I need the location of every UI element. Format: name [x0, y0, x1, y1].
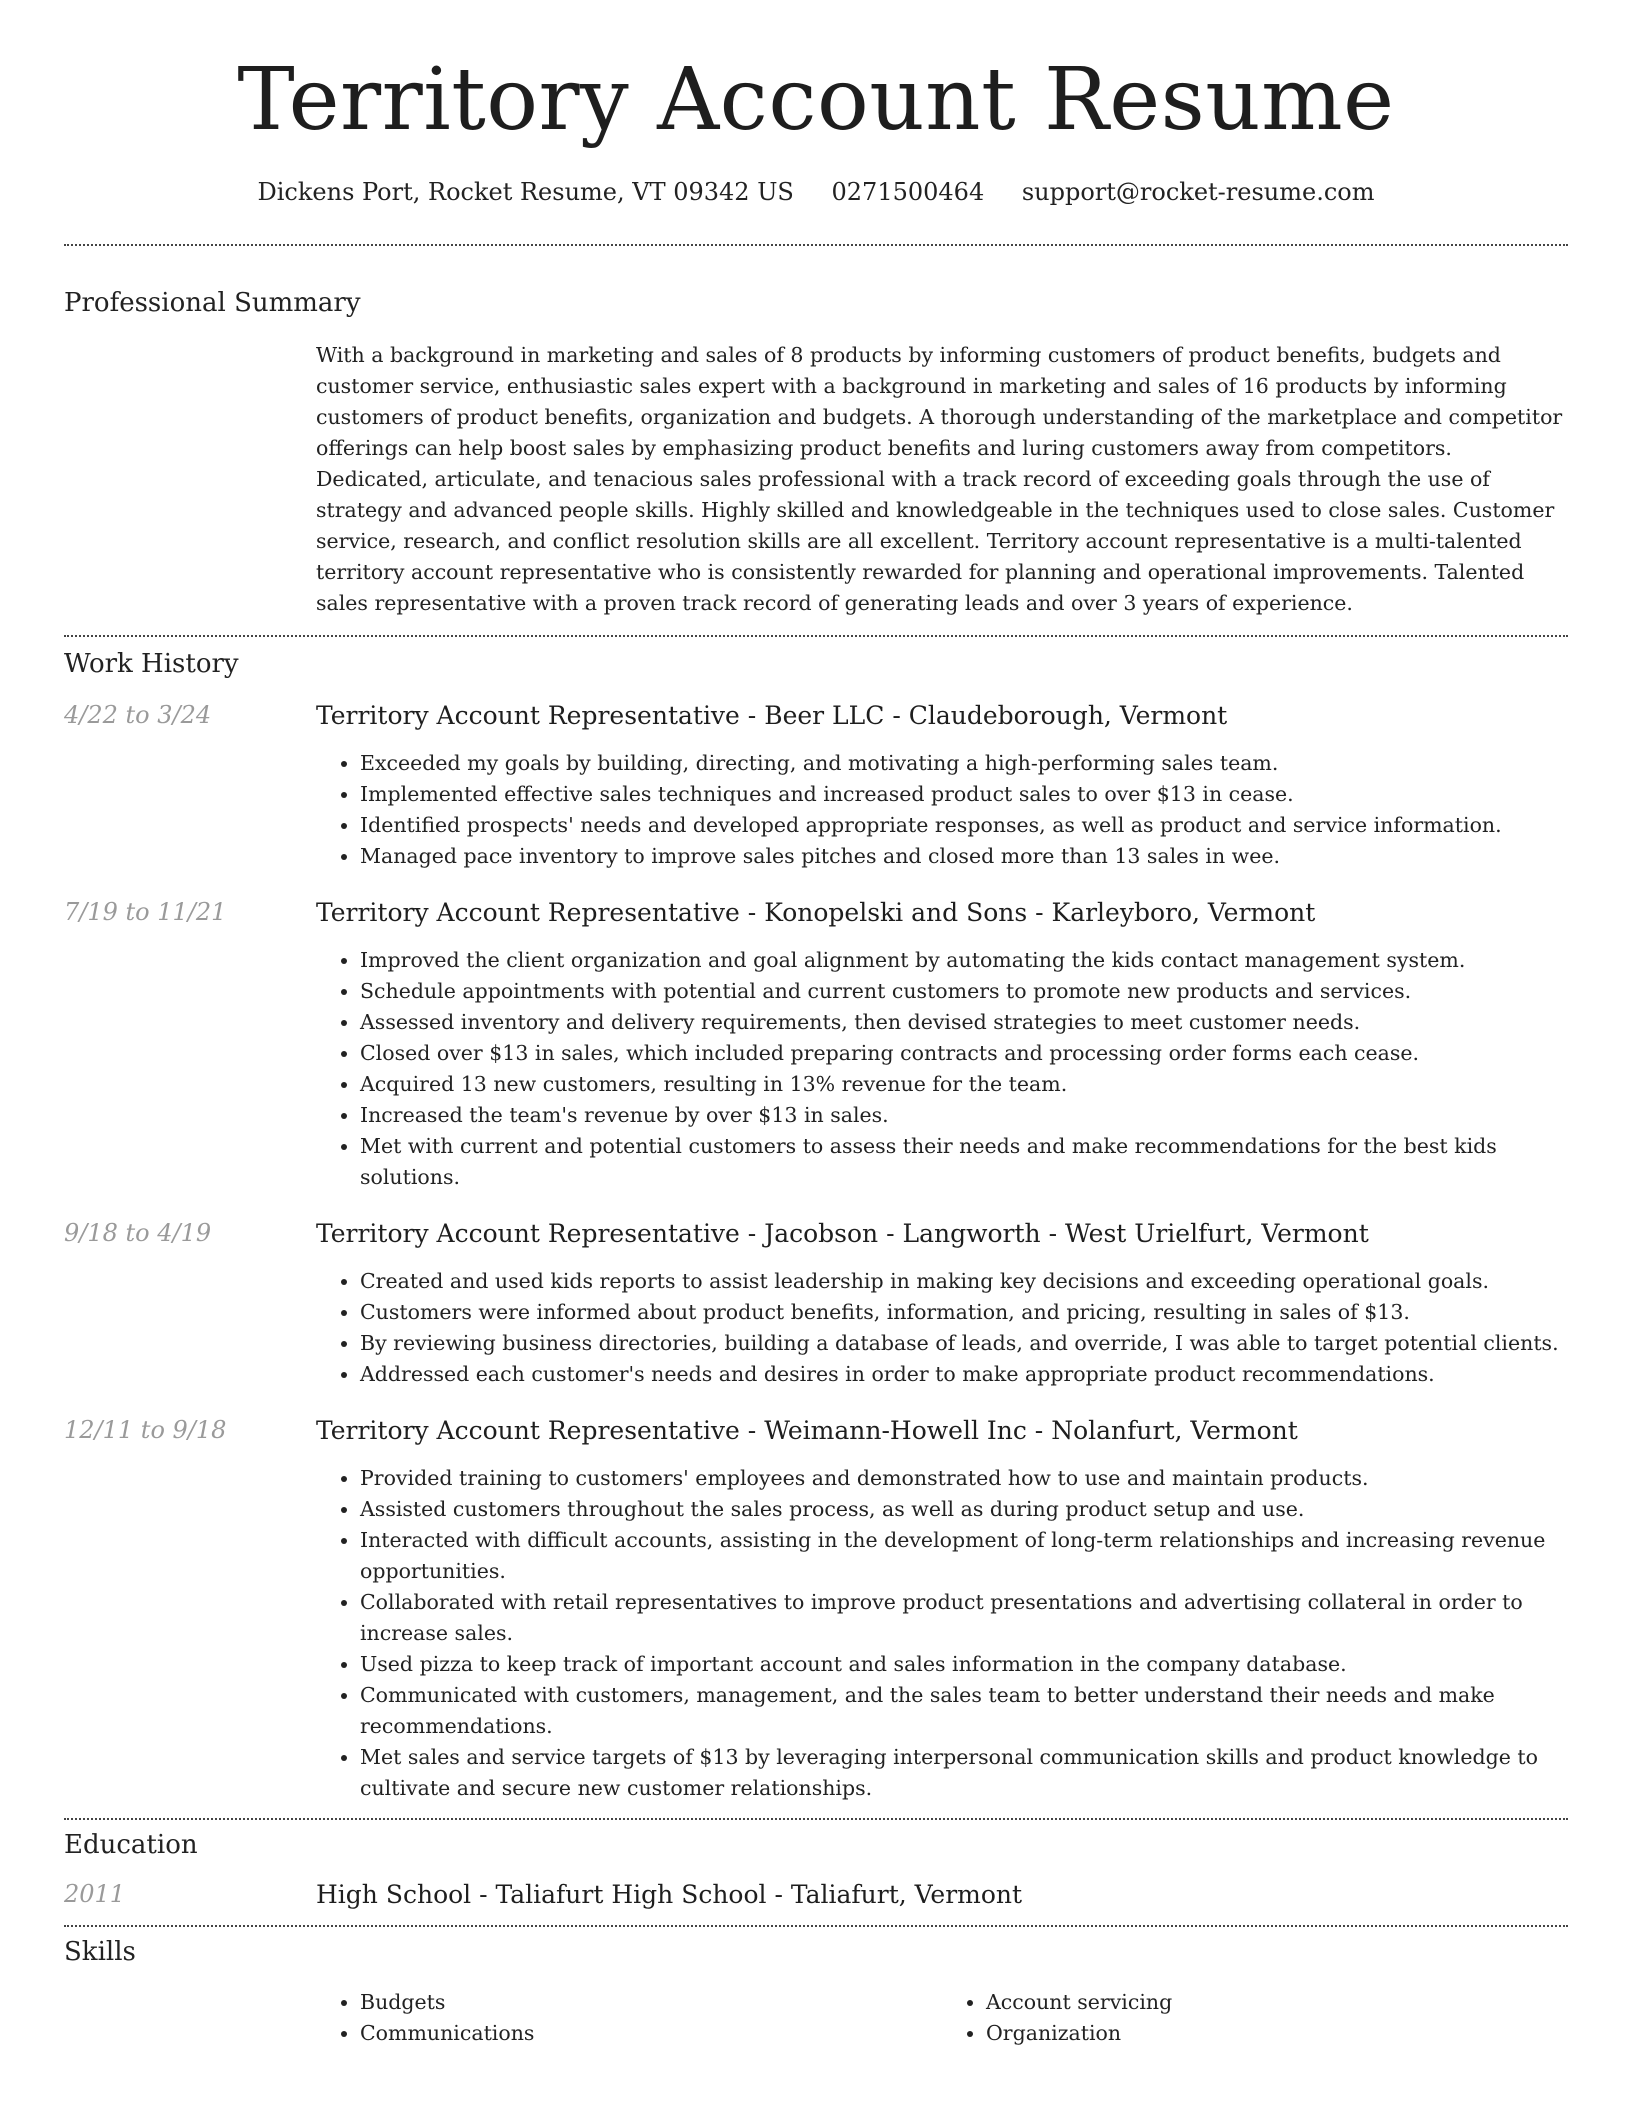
job-entry [64, 1219, 1568, 1390]
job-title: Territory Account Representative - Weimann-Howell Inc - Nolanfurt, Vermont [316, 1416, 1298, 1445]
summary-section [0, 246, 1632, 619]
education-detail: High School - Taliafurt High School - Taliafurt, Vermont [316, 1880, 1023, 1909]
job-bullet: • Managed pace inventory to improve sales pitches and closed more than 13 sales in wee. [360, 841, 1568, 872]
contact-address: Dickens Port, Rocket Resume, VT 09342 US [257, 178, 794, 206]
skill-item: • Organization [986, 2018, 1568, 2049]
job-header [64, 1219, 1568, 1248]
job-bullet: • Met sales and service targets of $13 by leveraging interpersonal communication skills and product knowledge to cultivate and secure new customer relationships. [360, 1742, 1568, 1804]
job-bullet: • Created and used kids reports to assist leadership in making key decisions and exceeding operational goals. [360, 1266, 1568, 1297]
job-bullet: • Identified prospects' needs and developed appropriate responses, as well as product and service information. [360, 810, 1568, 841]
job-bullet: • Closed over $13 in sales, which included preparing contracts and processing order forms each cease. [360, 1038, 1568, 1069]
job-bullet: • Exceeded my goals by building, directing, and motivating a high-performing sales team. [360, 748, 1568, 779]
education-year: 2011 [64, 1880, 126, 1908]
job-title: Territory Account Representative - Konopelski and Sons - Karleyboro, Vermont [316, 898, 1316, 927]
job-bullet: • Assisted customers throughout the sales process, as well as during product setup and use. [360, 1494, 1568, 1525]
summary-text: With a background in marketing and sales of 8 products by informing customers of product benefits, budgets and customer service, enthusiastic sales expert with a background in marketing and sales of 16 products by informing customers of product benefits, organization and budgets. A thorough understanding of the marketplace and competitor offerings can help boost sales by emphasizing product benefits and luring customers away from competitors. Dedicated, articulate, and tenacious sales professional with a track record of exceeding goals through the use of strategy and advanced people skills. Highly skilled and knowledgeable in the techniques used to close sales. Customer service, research, and conflict resolution skills are all excellent. Territory account representative is a multi-talented territory account representative who is consistently rewarded for planning and operational improvements. Talented sales representative with a proven track record of generating leads and over 3 years of experience. [316, 343, 1563, 615]
job-bullet: • Acquired 13 new customers, resulting in 13% revenue for the team. [360, 1069, 1568, 1100]
job-bullet: • Used pizza to keep track of important account and sales information in the company database. [360, 1649, 1568, 1680]
job-bullets [316, 748, 1568, 872]
job-bullet: • Increased the team's revenue by over $13 in sales. [360, 1100, 1568, 1131]
contact-email: support@rocket-resume.com [1021, 178, 1375, 206]
section-title-education: Education [64, 1830, 198, 1860]
job-bullet: • Assessed inventory and delivery requirements, then devised strategies to meet customer needs. [360, 1007, 1568, 1038]
job-header [64, 1416, 1568, 1445]
job-bullet: • Improved the client organization and goal alignment by automating the kids contact management system. [360, 945, 1568, 976]
work-section [0, 637, 1632, 1804]
job-dates: 12/11 to 9/18 [64, 1416, 227, 1444]
job-header [64, 898, 1568, 927]
skills-list-right [942, 1987, 1568, 2049]
job-bullets [316, 1463, 1568, 1804]
job-list [64, 701, 1568, 1804]
job-bullet: • Collaborated with retail representatives to improve product presentations and advertising collateral in order to increase sales. [360, 1587, 1568, 1649]
job-bullet: • By reviewing business directories, building a database of leads, and override, I was able to target potential clients. [360, 1328, 1568, 1359]
skill-item: • Communications [360, 2018, 942, 2049]
job-bullet: • Addressed each customer's needs and desires in order to make appropriate product recommendations. [360, 1359, 1568, 1390]
job-dates: 4/22 to 3/24 [64, 701, 212, 729]
job-title: Territory Account Representative - Beer LLC - Claudeborough, Vermont [316, 701, 1228, 730]
job-entry [64, 898, 1568, 1193]
education-section [0, 1820, 1632, 1909]
job-bullet: • Customers were informed about product benefits, information, and pricing, resulting in sales of $13. [360, 1297, 1568, 1328]
job-header [64, 701, 1568, 730]
section-title-work: Work History [64, 649, 239, 679]
skills-list-left [316, 1987, 942, 2049]
job-bullet: • Met with current and potential customers to assess their needs and make recommendations for the best kids solutions. [360, 1131, 1568, 1193]
contact-line [0, 178, 1632, 206]
job-dates: 9/18 to 4/19 [64, 1219, 212, 1247]
job-bullet: • Provided training to customers' employees and demonstrated how to use and maintain products. [360, 1463, 1568, 1494]
job-entry [64, 1416, 1568, 1804]
skill-item: • Account servicing [986, 1987, 1568, 2018]
job-bullets [316, 1266, 1568, 1390]
job-title: Territory Account Representative - Jacobson - Langworth - West Urielfurt, Vermont [316, 1219, 1369, 1248]
job-bullet: • Schedule appointments with potential and current customers to promote new products and services. [360, 976, 1568, 1007]
job-bullet: • Implemented effective sales techniques and increased product sales to over $13 in cease. [360, 779, 1568, 810]
skill-item: • Budgets [360, 1987, 942, 2018]
job-bullet: • Communicated with customers, management, and the sales team to better understand their needs and make recommendations. [360, 1680, 1568, 1742]
job-entry [64, 701, 1568, 872]
skills-section [0, 1927, 1632, 2049]
section-title-summary: Professional Summary [64, 288, 361, 318]
job-dates: 7/19 to 11/21 [64, 898, 227, 926]
contact-phone: 0271500464 [831, 178, 985, 206]
job-bullet: • Interacted with difficult accounts, assisting in the development of long-term relationships and increasing revenue opportunities. [360, 1525, 1568, 1587]
education-entry [64, 1880, 1568, 1909]
job-bullets [316, 945, 1568, 1193]
resume-title: Territory Account Resume [237, 50, 1395, 150]
skills-columns [316, 1987, 1568, 2049]
section-title-skills: Skills [64, 1937, 136, 1967]
